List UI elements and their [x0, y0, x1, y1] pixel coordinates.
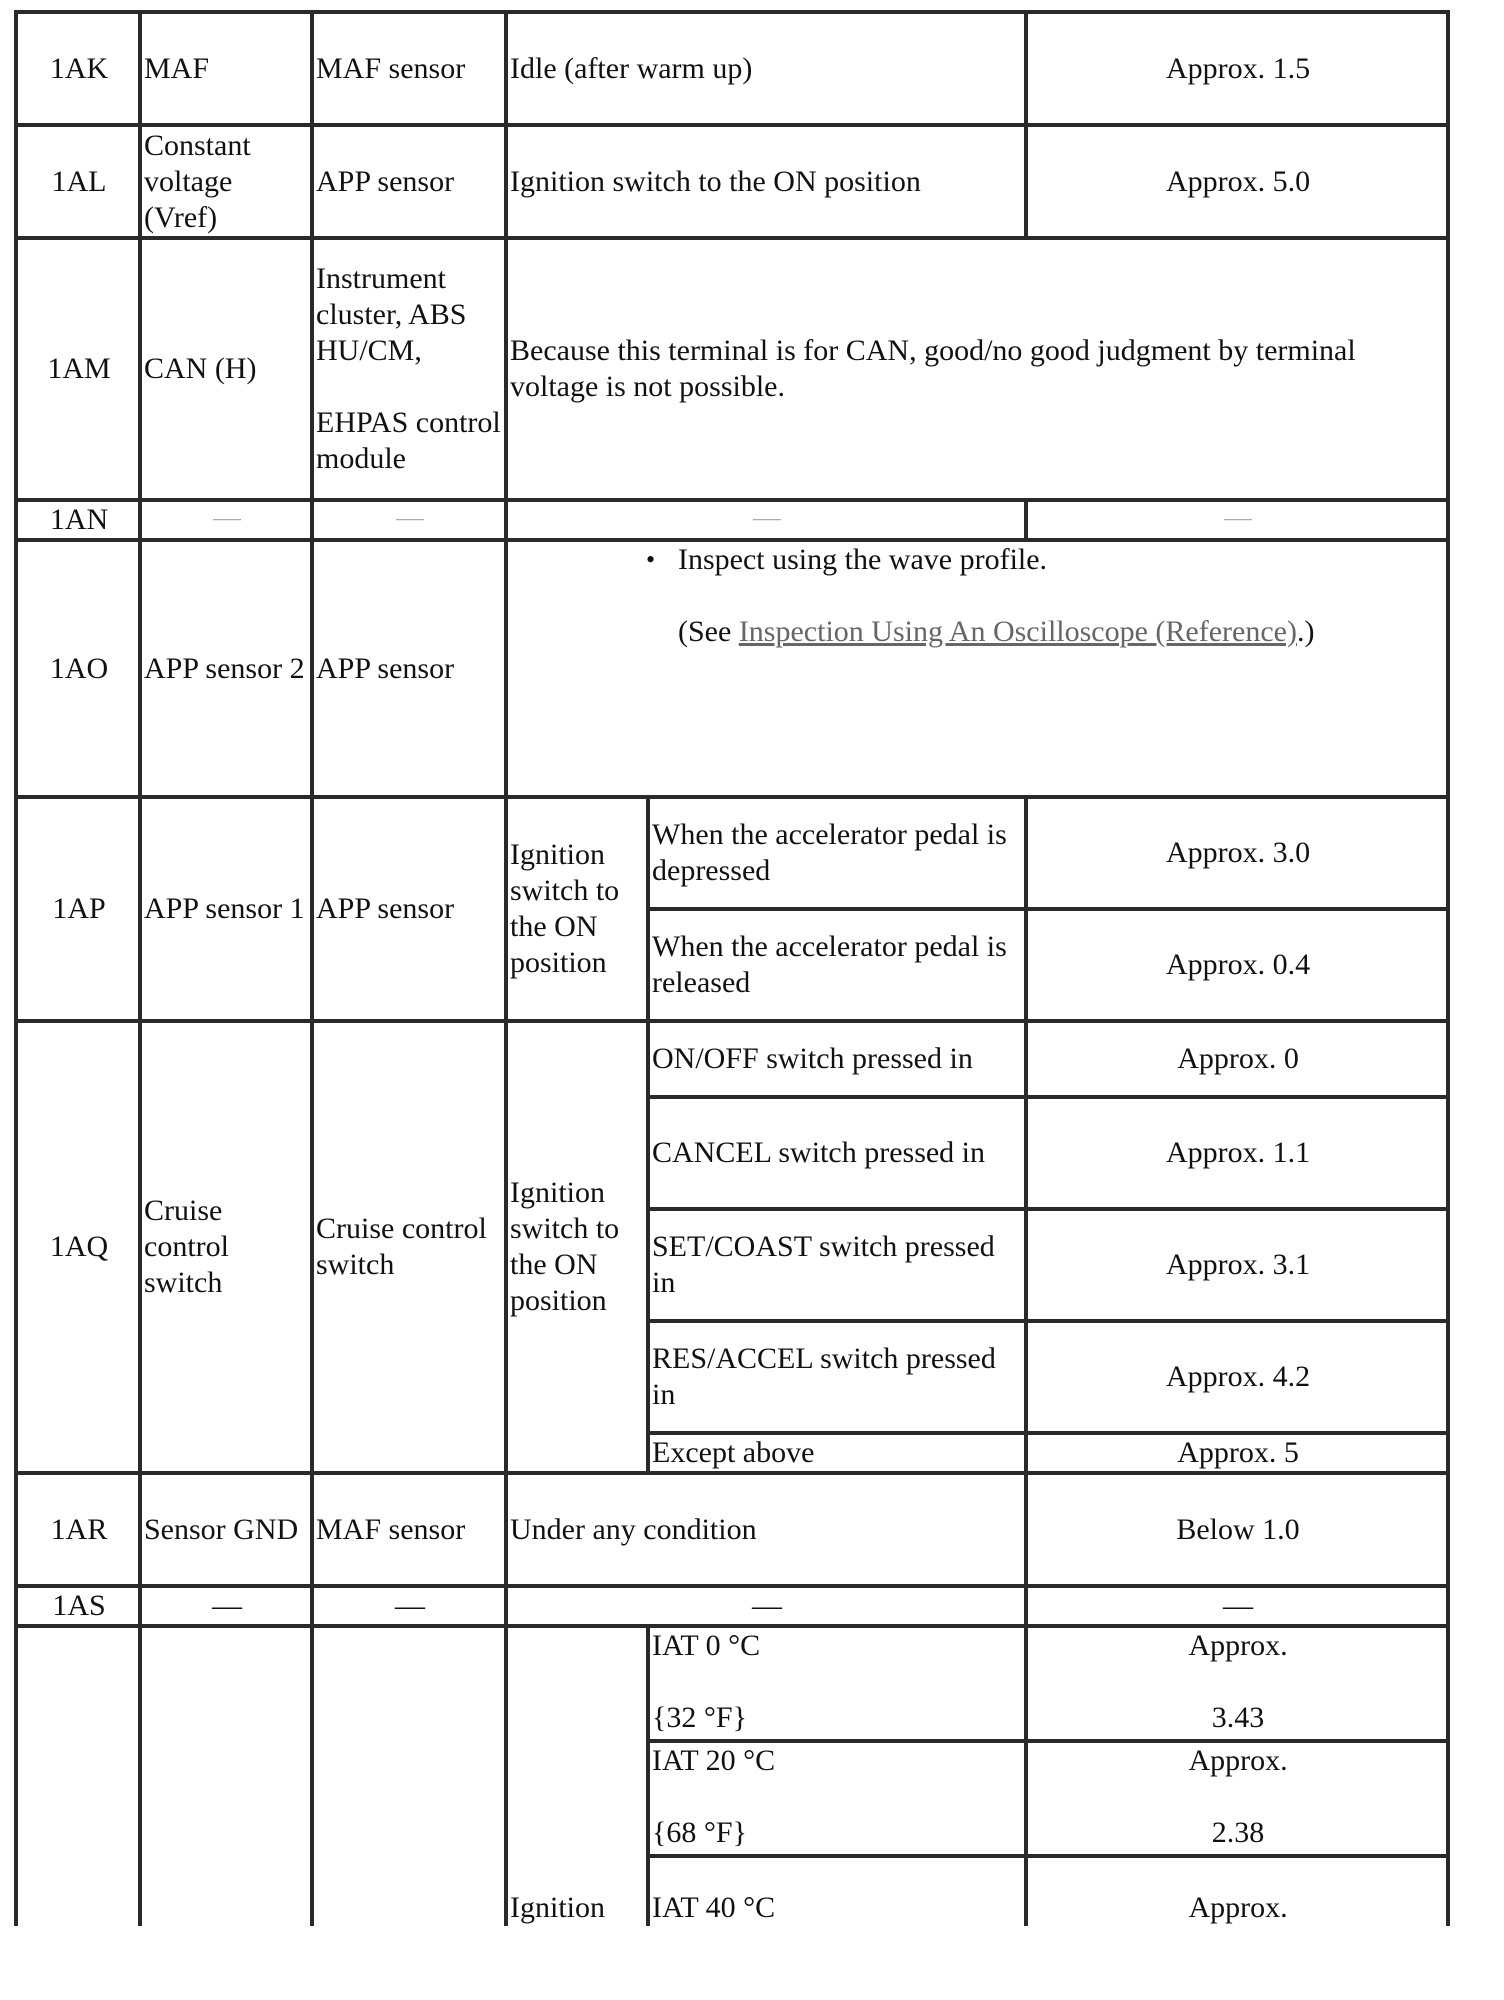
voltage-cell: Approx. 3.0	[1026, 797, 1448, 909]
signal-cell: Sensor GND	[140, 1473, 312, 1586]
voltage-cell: Approx. 3.1	[1026, 1209, 1448, 1321]
sub-condition-cell: When the accelerator pedal is released	[648, 909, 1026, 1021]
signal-cell: APP sensor 2	[140, 540, 312, 797]
condition-cell: Ignition switch to the ON position	[506, 797, 648, 1021]
empty-dash: ——	[1026, 500, 1448, 540]
signal-cell: Constant voltage (Vref)	[140, 125, 312, 238]
sub-condition-cell: IAT 0 °C {32 °F}	[648, 1626, 1026, 1741]
voltage-cell: Approx. 2.38	[1026, 1741, 1448, 1856]
empty-dash: ——	[312, 500, 506, 540]
connected-to-cell: Cruise control switch	[312, 1021, 506, 1473]
signal-cell: MAF	[140, 12, 312, 125]
condition-cell: Ignition switch to the ON position	[506, 1021, 648, 1473]
voltage-cell: Approx. 3.43	[1026, 1626, 1448, 1741]
empty-dash: —	[1026, 1586, 1448, 1626]
row-1al	[16, 125, 1448, 238]
empty-dash: ——	[140, 500, 312, 540]
terminal-cell: 1AL	[16, 125, 140, 238]
signal-cell	[140, 1626, 312, 1926]
voltage-cell: Approx. 0	[1026, 1021, 1448, 1097]
condition-cell: Idle (after warm up)	[506, 12, 1026, 125]
row-1ar	[16, 1473, 1448, 1586]
terminal-cell: 1AS	[16, 1586, 140, 1626]
sub-condition-cell: IAT 20 °C {68 °F}	[648, 1741, 1026, 1856]
voltage-cell: Approx. 5.0	[1026, 125, 1448, 238]
condition-cell: Ignition	[506, 1626, 648, 1926]
empty-dash: ——	[506, 500, 1026, 540]
row-1ao	[16, 540, 1448, 797]
terminal-cell	[16, 1626, 140, 1926]
terminal-cell: 1AP	[16, 797, 140, 1021]
terminal-cell: 1AK	[16, 12, 140, 125]
row-iat	[16, 1626, 1448, 1741]
inspect-item: • Inspect using the wave profile. (See Inspection Using An Oscilloscope (Reference).)	[678, 542, 1446, 650]
row-1am	[16, 238, 1448, 500]
terminal-cell: 1AQ	[16, 1021, 140, 1473]
voltage-cell: Approx.	[1026, 1856, 1448, 1926]
row-1as	[16, 1586, 1448, 1626]
sub-condition-cell: IAT 40 °C	[648, 1856, 1026, 1926]
connected-to-line-2: EHPAS control module	[316, 406, 501, 475]
voltage-cell: Approx. 5	[1026, 1433, 1448, 1473]
sub-condition-cell: RES/ACCEL switch pressed in	[648, 1321, 1026, 1433]
empty-dash: —	[140, 1586, 312, 1626]
empty-dash: —	[506, 1586, 1026, 1626]
terminal-voltage-table	[14, 10, 1450, 1926]
terminal-cell: 1AR	[16, 1473, 140, 1586]
signal-cell: CAN (H)	[140, 238, 312, 500]
connected-to-cell: APP sensor	[312, 797, 506, 1021]
voltage-cell: Below 1.0	[1026, 1473, 1448, 1586]
connected-to-cell	[312, 238, 506, 500]
empty-dash: —	[312, 1586, 506, 1626]
sub-condition-cell: When the accelerator pedal is depressed	[648, 797, 1026, 909]
condition-cell: Under any condition	[506, 1473, 1026, 1586]
terminal-cell: 1AM	[16, 238, 140, 500]
connected-to-cell: MAF sensor	[312, 1473, 506, 1586]
connected-to-cell	[312, 1626, 506, 1926]
sub-condition-cell: ON/OFF switch pressed in	[648, 1021, 1026, 1097]
terminal-cell: 1AO	[16, 540, 140, 797]
row-1an	[16, 500, 1448, 540]
voltage-cell: Approx. 1.5	[1026, 12, 1448, 125]
row-1ak	[16, 12, 1448, 125]
terminal-cell: 1AN	[16, 500, 140, 540]
connected-to-cell: APP sensor	[312, 540, 506, 797]
oscilloscope-reference-link[interactable]: Inspection Using An Oscilloscope (Reference)	[738, 615, 1297, 648]
sub-condition-cell: Except above	[648, 1433, 1026, 1473]
sub-condition-cell: CANCEL switch pressed in	[648, 1097, 1026, 1209]
connected-to-cell: MAF sensor	[312, 12, 506, 125]
connected-to-line-1: Instrument cluster, ABS HU/CM,	[316, 262, 467, 367]
voltage-cell: Approx. 4.2	[1026, 1321, 1448, 1433]
signal-cell: APP sensor 1	[140, 797, 312, 1021]
voltage-cell: Approx. 1.1	[1026, 1097, 1448, 1209]
condition-cell: Ignition switch to the ON position	[506, 125, 1026, 238]
row-1aq	[16, 1021, 1448, 1097]
connected-to-cell: APP sensor	[312, 125, 506, 238]
sub-condition-cell: SET/COAST switch pressed in	[648, 1209, 1026, 1321]
condition-cell: Because this terminal is for CAN, good/no good judgment by terminal voltage is not possible.	[506, 238, 1448, 500]
row-1ap	[16, 797, 1448, 909]
signal-cell: Cruise control switch	[140, 1021, 312, 1473]
inspection-cell	[506, 540, 1448, 797]
voltage-cell: Approx. 0.4	[1026, 909, 1448, 1021]
